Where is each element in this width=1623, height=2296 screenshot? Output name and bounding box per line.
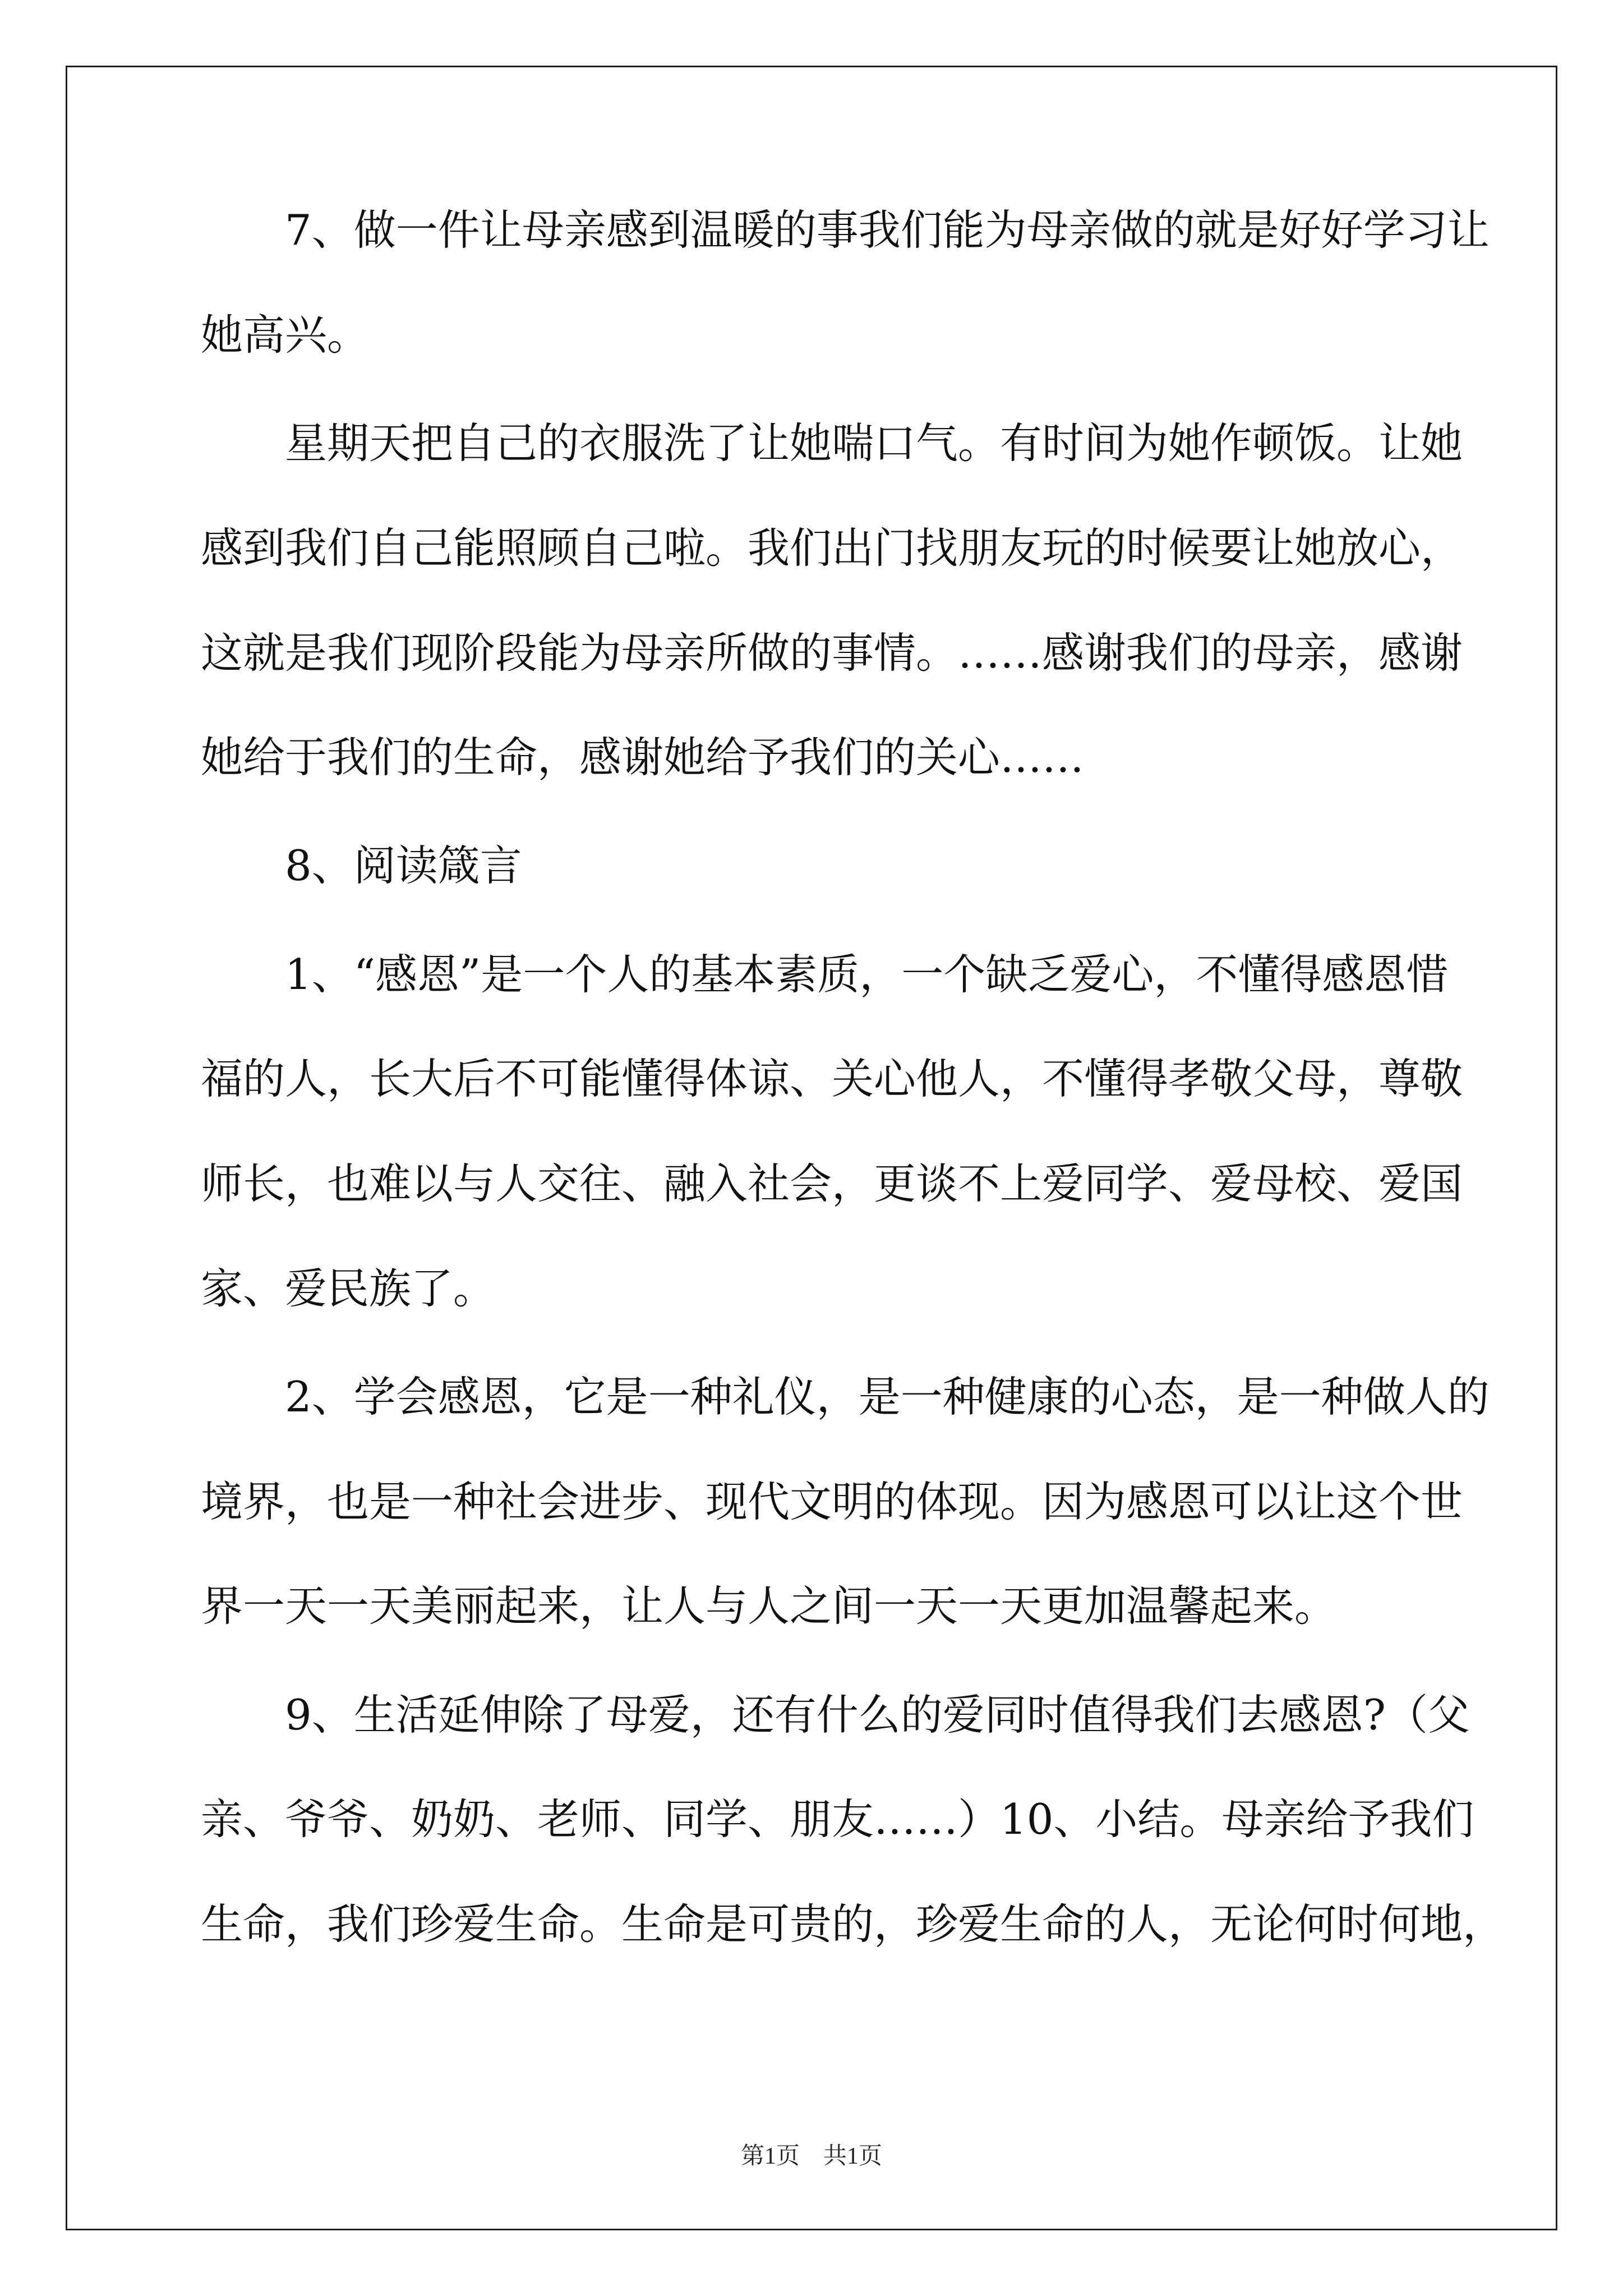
page-total: 共1页 <box>823 2143 883 2169</box>
text-line: 这就是我们现阶段能为母亲所做的事情。……感谢我们的母亲，感谢 <box>201 628 1463 678</box>
text-line: 福的人，长大后不可能懂得体谅、关心他人，不懂得孝敬父母，尊敬 <box>201 1054 1463 1103</box>
text-line: 生命，我们珍爱生命。生命是可贵的，珍爱生命的人，无论何时何地， <box>201 1899 1505 1949</box>
section-heading: 8、阅读箴言 <box>201 841 522 890</box>
text-line: 7、做一件让母亲感到温暖的事我们能为母亲做的就是好好学习让 <box>201 205 1490 255</box>
text-line: 星期天把自己的衣服洗了让她喘口气。有时间为她作顿饭。让她 <box>201 418 1463 468</box>
text-line: 2、学会感恩，它是一种礼仪，是一种健康的心态，是一种做人的 <box>201 1372 1490 1421</box>
text-line: 亲、爷爷、奶奶、老师、同学、朋友……）10、小结。母亲给予我们 <box>201 1795 1474 1844</box>
text-line: 感到我们自己能照顾自己啦。我们出门找朋友玩的时候要让她放心， <box>201 523 1463 573</box>
text-line: 9、生活延伸除了母爱，还有什么的爱同时值得我们去感恩?（父 <box>201 1690 1470 1740</box>
text-line: 界一天一天美丽起来，让人与人之间一天一天更加温馨起来。 <box>201 1581 1337 1631</box>
text-line: 家、爱民族了。 <box>201 1264 496 1313</box>
page-number: 第1页 <box>740 2143 800 2169</box>
text-line: 她高兴。 <box>201 310 370 360</box>
page-footer <box>0 2137 1623 2171</box>
text-line: 境界，也是一种社会进步、现代文明的体现。因为感恩可以让这个世 <box>201 1477 1463 1526</box>
text-line: 1、“感恩”是一个人的基本素质，一个缺乏爱心，不懂得感恩惜 <box>201 950 1449 999</box>
text-line: 她给于我们的生命，感谢她给予我们的关心…… <box>201 733 1085 782</box>
text-line: 师长，也难以与人交往、融入社会，更谈不上爱同学、爱母校、爱国 <box>201 1159 1463 1208</box>
